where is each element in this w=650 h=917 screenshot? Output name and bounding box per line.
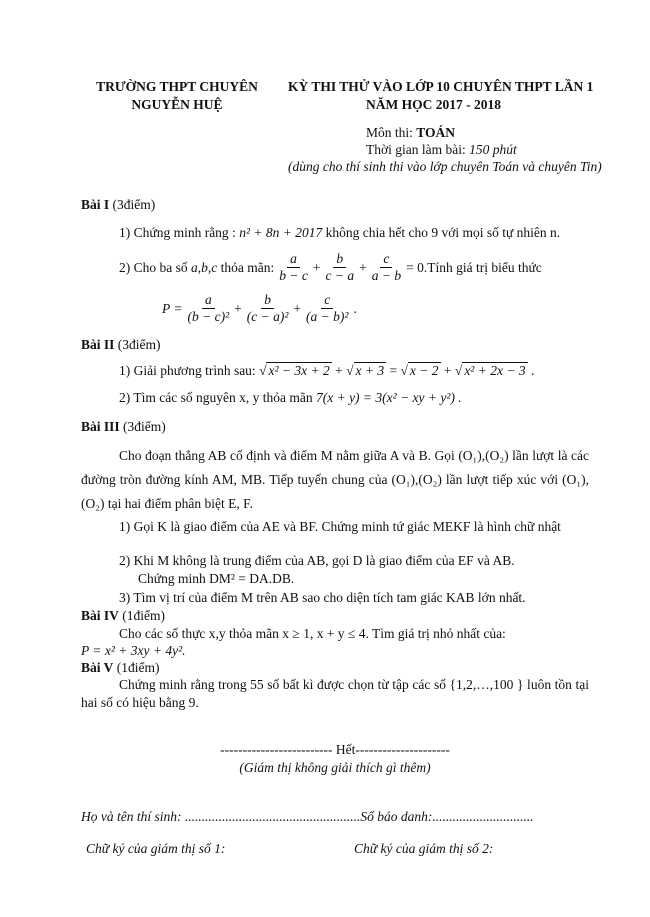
b1-q2-mid: thỏa mãn: [220, 259, 275, 275]
school-name [92, 78, 262, 113]
section-4-points: (1điểm) [118, 608, 166, 623]
p-fraction-3 [303, 292, 351, 325]
p-f2-den: (c − a)² [246, 308, 289, 324]
b2-q2 [119, 389, 462, 407]
subject-label: Môn thi: [366, 125, 417, 140]
b1-q1-post: không chia hết cho 9 với mọi số tự nhiên n. [322, 225, 561, 240]
b1-q2-vars: a,b,c [191, 259, 218, 275]
b1-q2-pre: 2) Cho ba số [119, 259, 188, 275]
p-f3-den: (a − b)² [306, 308, 349, 324]
section-5-title: Bài V [81, 660, 114, 675]
b2-q1-pre: 1) Giải phương trình sau: [119, 363, 260, 378]
section-2-points: (3điểm) [114, 337, 161, 352]
cond-fraction-3 [369, 251, 404, 284]
time-line [366, 141, 517, 159]
exam-line-1: KỲ THI THỬ VÀO LỚP 10 CHUYÊN THPT LẦN 1 [288, 79, 594, 94]
p-f1-den: (b − c)² [187, 308, 230, 324]
exam-title [288, 78, 638, 113]
plus-1: + [312, 259, 321, 275]
p-fraction-1 [185, 292, 233, 325]
cond-fraction-2 [322, 251, 357, 284]
cond-f1-den: b − c [279, 267, 308, 283]
b5-text: Chứng minh rằng trong 55 số bất kì được chọn từ tập các số {1,2,…,100 } luôn tồn tại hai số có hiệu bằng 9. [81, 677, 589, 710]
b3-q3: 3) Tìm vị trí của điểm M trên AB sao cho diện tích tam giác KAB lớn nhất. [119, 590, 526, 605]
section-1-title: Bài I [81, 197, 110, 212]
section-1-points: (3điểm) [109, 197, 156, 212]
b1-q1-pre: 1) Chứng minh rằng : [119, 225, 240, 240]
exam-line-2: NĂM HỌC 2017 - 2018 [366, 96, 501, 112]
b2-q2-expr: 7(x + y) = 3(x² − xy + y²) . [315, 390, 462, 405]
b4-expr: P = x² + 3xy + 4y². [81, 643, 186, 658]
b3-q2b: Chứng minh DM² = DA.DB. [138, 571, 295, 586]
p-plus-1: + [234, 300, 242, 316]
section-4-title: Bài IV [81, 608, 119, 623]
b3-q2a: 2) Khi M không là trung điểm của AB, gọi D là giao điểm của EF và AB. [119, 553, 515, 568]
b1-q2 [119, 251, 542, 284]
cond-f1-num: a [287, 251, 300, 268]
section-4-heading [81, 607, 165, 625]
b2-q2-pre: 2) Tìm các số nguyên x, y thỏa mãn [119, 390, 316, 405]
candidate-info-line: Họ và tên thí sinh: ....................................................Số báo danh:.............................. [81, 809, 534, 824]
audience-note: (dùng cho thí sinh thi vào lớp chuyên Toán và chuyên Tin) [288, 159, 602, 174]
cond-f2-den: c − a [325, 267, 355, 283]
root-3: x − 2 [409, 363, 439, 378]
subject-line [366, 124, 455, 142]
section-3-heading [81, 418, 166, 436]
root-2: x + 3 [355, 363, 385, 378]
p-fraction-2 [244, 292, 292, 325]
cond-tail: = 0. [406, 259, 428, 275]
time-label: Thời gian làm bài: [366, 142, 470, 157]
proctor-2-signature-label: Chữ ký của giám thị số 2: [354, 841, 494, 856]
school-line-2: NGUYỄN HUỆ [131, 96, 223, 112]
p-expression [162, 292, 357, 325]
root-1: x² − 3x + 2 [268, 363, 330, 378]
section-5-points: (1điểm) [113, 660, 160, 675]
p-plus-2: + [293, 300, 302, 316]
cond-fraction-1 [276, 251, 311, 284]
p-f3-num: c [321, 292, 333, 309]
section-1-heading [81, 196, 155, 214]
section-2-heading [81, 336, 161, 354]
section-3-title: Bài III [81, 419, 120, 434]
section-5-heading [81, 659, 160, 677]
school-line-1: TRƯỜNG THPT CHUYÊN [96, 79, 258, 94]
b2-q1: 1) Giải phương trình sau: √ x² − 3x + 2 + √ x + 3 = √ x − 2 + √ x² + 2x − 3 . [119, 363, 535, 378]
b1-q2-post: Tính giá trị biểu thức [427, 259, 542, 275]
p-lhs: P = [162, 300, 183, 316]
b4-text: Cho các số thực x,y thỏa mãn x ≥ 1, x + y ≤ 4. Tìm giá trị nhỏ nhất của: [119, 626, 506, 641]
cond-f3-den: a − b [371, 267, 402, 283]
b3-intro: Cho đoạn thẳng AB cố định và điểm M nằm giữa A và B. Gọi (O₁),(O₂) lần lượt là các đường tròn đường kính AM, MB. Tiếp tuyến chung của (O₁),(O₂) lần lượt tiếp xúc với (O₁),(O₂) tại hai điểm phân biệt E, F. [81, 448, 589, 511]
b1-q1 [119, 224, 560, 242]
p-f1-num: a [202, 292, 215, 309]
root-4: x² + 2x − 3 [464, 363, 526, 378]
p-dot: . [353, 300, 357, 316]
proctor-1-signature-label: Chữ ký của giám thị số 1: [86, 841, 226, 856]
section-2-title: Bài II [81, 337, 115, 352]
b3-q1: 1) Gọi K là giao điểm của AE và BF. Chứng minh tứ giác MEKF là hình chữ nhật [119, 519, 561, 534]
proctor-note: (Giám thị không giải thích gì thêm) [239, 760, 431, 775]
end-marker: ------------------------- Hết--------------------- [220, 742, 450, 757]
p-f2-num: b [261, 292, 274, 309]
b1-q1-expr: n² + 8n + 2017 [239, 225, 323, 240]
cond-f2-num: b [333, 251, 346, 268]
time-value: 150 phút [469, 142, 517, 157]
cond-f3-num: c [380, 251, 392, 268]
subject: TOÁN [416, 125, 456, 140]
plus-2: + [359, 259, 367, 275]
section-3-points: (3điểm) [119, 419, 166, 434]
